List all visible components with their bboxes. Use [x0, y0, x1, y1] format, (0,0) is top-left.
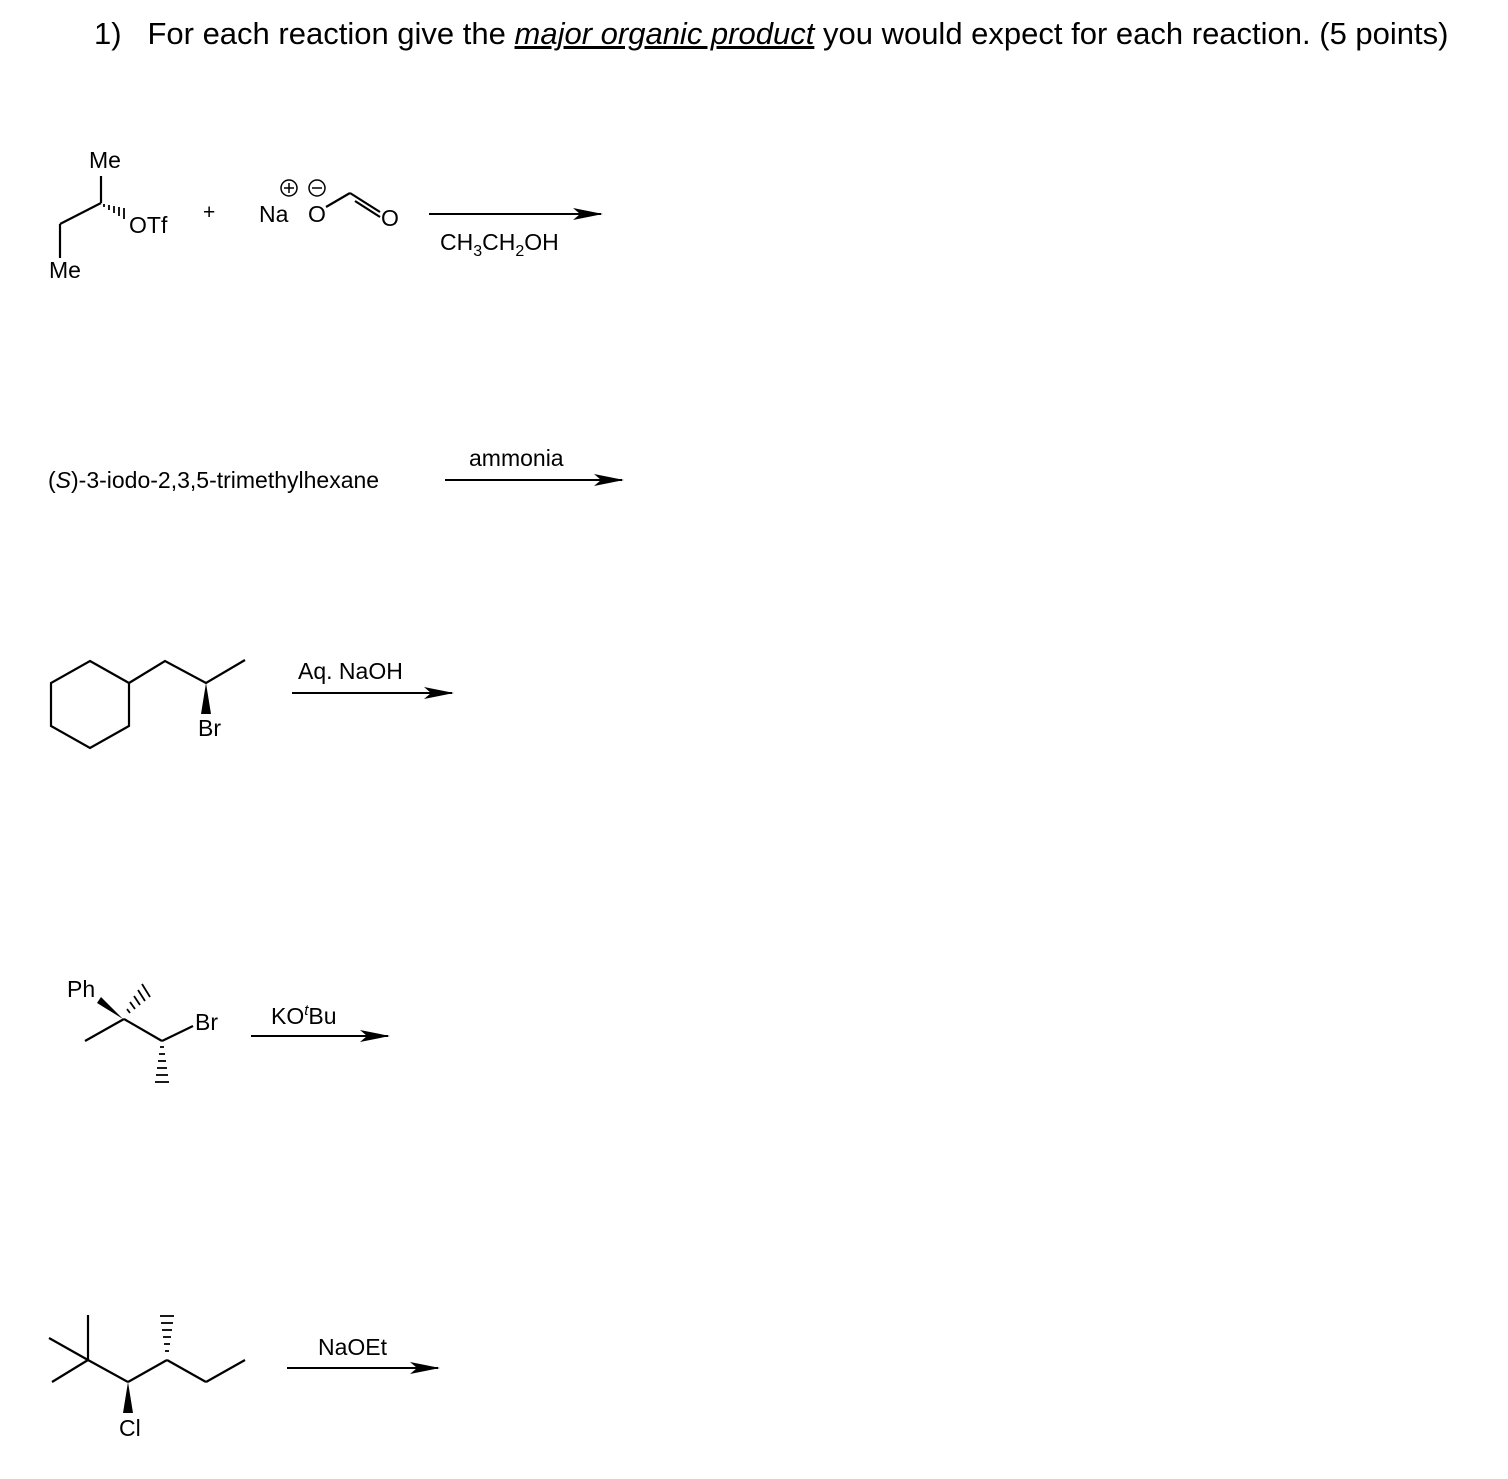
reagent-ethanol: $CH_3CH_2OH$ — [440, 229, 559, 260]
hashed-bond-upper — [127, 984, 150, 1013]
hashed-wedge-bond — [104, 204, 124, 219]
bromine-label: Br — [195, 1009, 218, 1035]
wedge-bond — [97, 997, 123, 1019]
reagent-ammonia: ammonia — [469, 445, 564, 471]
bromine-label: Br — [198, 715, 221, 741]
question-text-before: For each reaction give the — [147, 16, 506, 51]
question-emphasis: major organic product — [514, 16, 815, 51]
sodium-formate — [259, 180, 399, 231]
tert-butyl-lower — [52, 1360, 88, 1382]
hashed-bond — [160, 1316, 174, 1351]
formate-bonds — [326, 193, 380, 217]
plus-sign: + — [203, 201, 216, 224]
chlorine-label: Cl — [119, 1415, 141, 1441]
reaction-4-backbone — [85, 1019, 193, 1041]
methyl-label-bottom: Me — [49, 257, 81, 283]
reaction-5 — [49, 1315, 438, 1441]
triflate-label: OTf — [129, 212, 168, 238]
reagent-aq-naoh: Aq. NaOH — [298, 658, 403, 684]
question-text-after: you would expect for each reaction. (5 points) — [822, 16, 1449, 51]
reagent-sodium-ethoxide: NaOEt — [318, 1334, 388, 1360]
carbonyl-oxygen-label: O — [381, 205, 399, 231]
question-number: 1) — [94, 16, 122, 51]
bond-backbone — [60, 203, 101, 224]
wedge-bond — [201, 683, 211, 714]
hashed-bond-lower — [155, 1047, 169, 1082]
sodium-label: Na — [259, 201, 289, 227]
bond-to-chloro-carbon — [88, 1360, 128, 1382]
wedge-bond — [123, 1382, 133, 1413]
substrate-name: (S)-3-iodo-2,3,5-trimethylhexane — [48, 467, 380, 493]
bond-ethyl-end — [206, 1360, 245, 1382]
phenyl-label: Ph — [67, 976, 96, 1002]
reaction-2 — [48, 445, 622, 493]
reaction-5-substrate — [49, 1315, 245, 1382]
reaction-4 — [67, 976, 388, 1082]
cyclohexane-ring — [51, 661, 129, 748]
alkyl-chain — [129, 660, 245, 683]
bond-to-methine — [128, 1360, 167, 1382]
reaction-1 — [49, 147, 601, 283]
reaction-3 — [51, 658, 452, 748]
bond-to-ethyl — [167, 1360, 206, 1382]
anion-oxygen-label: O — [308, 201, 326, 227]
reaction-1-substrate — [60, 176, 124, 258]
tert-butyl-left — [49, 1338, 88, 1360]
reagent-potassium-tert-butoxide: $KO^tBu$ — [271, 1002, 337, 1029]
methyl-label-top: Me — [89, 147, 121, 173]
